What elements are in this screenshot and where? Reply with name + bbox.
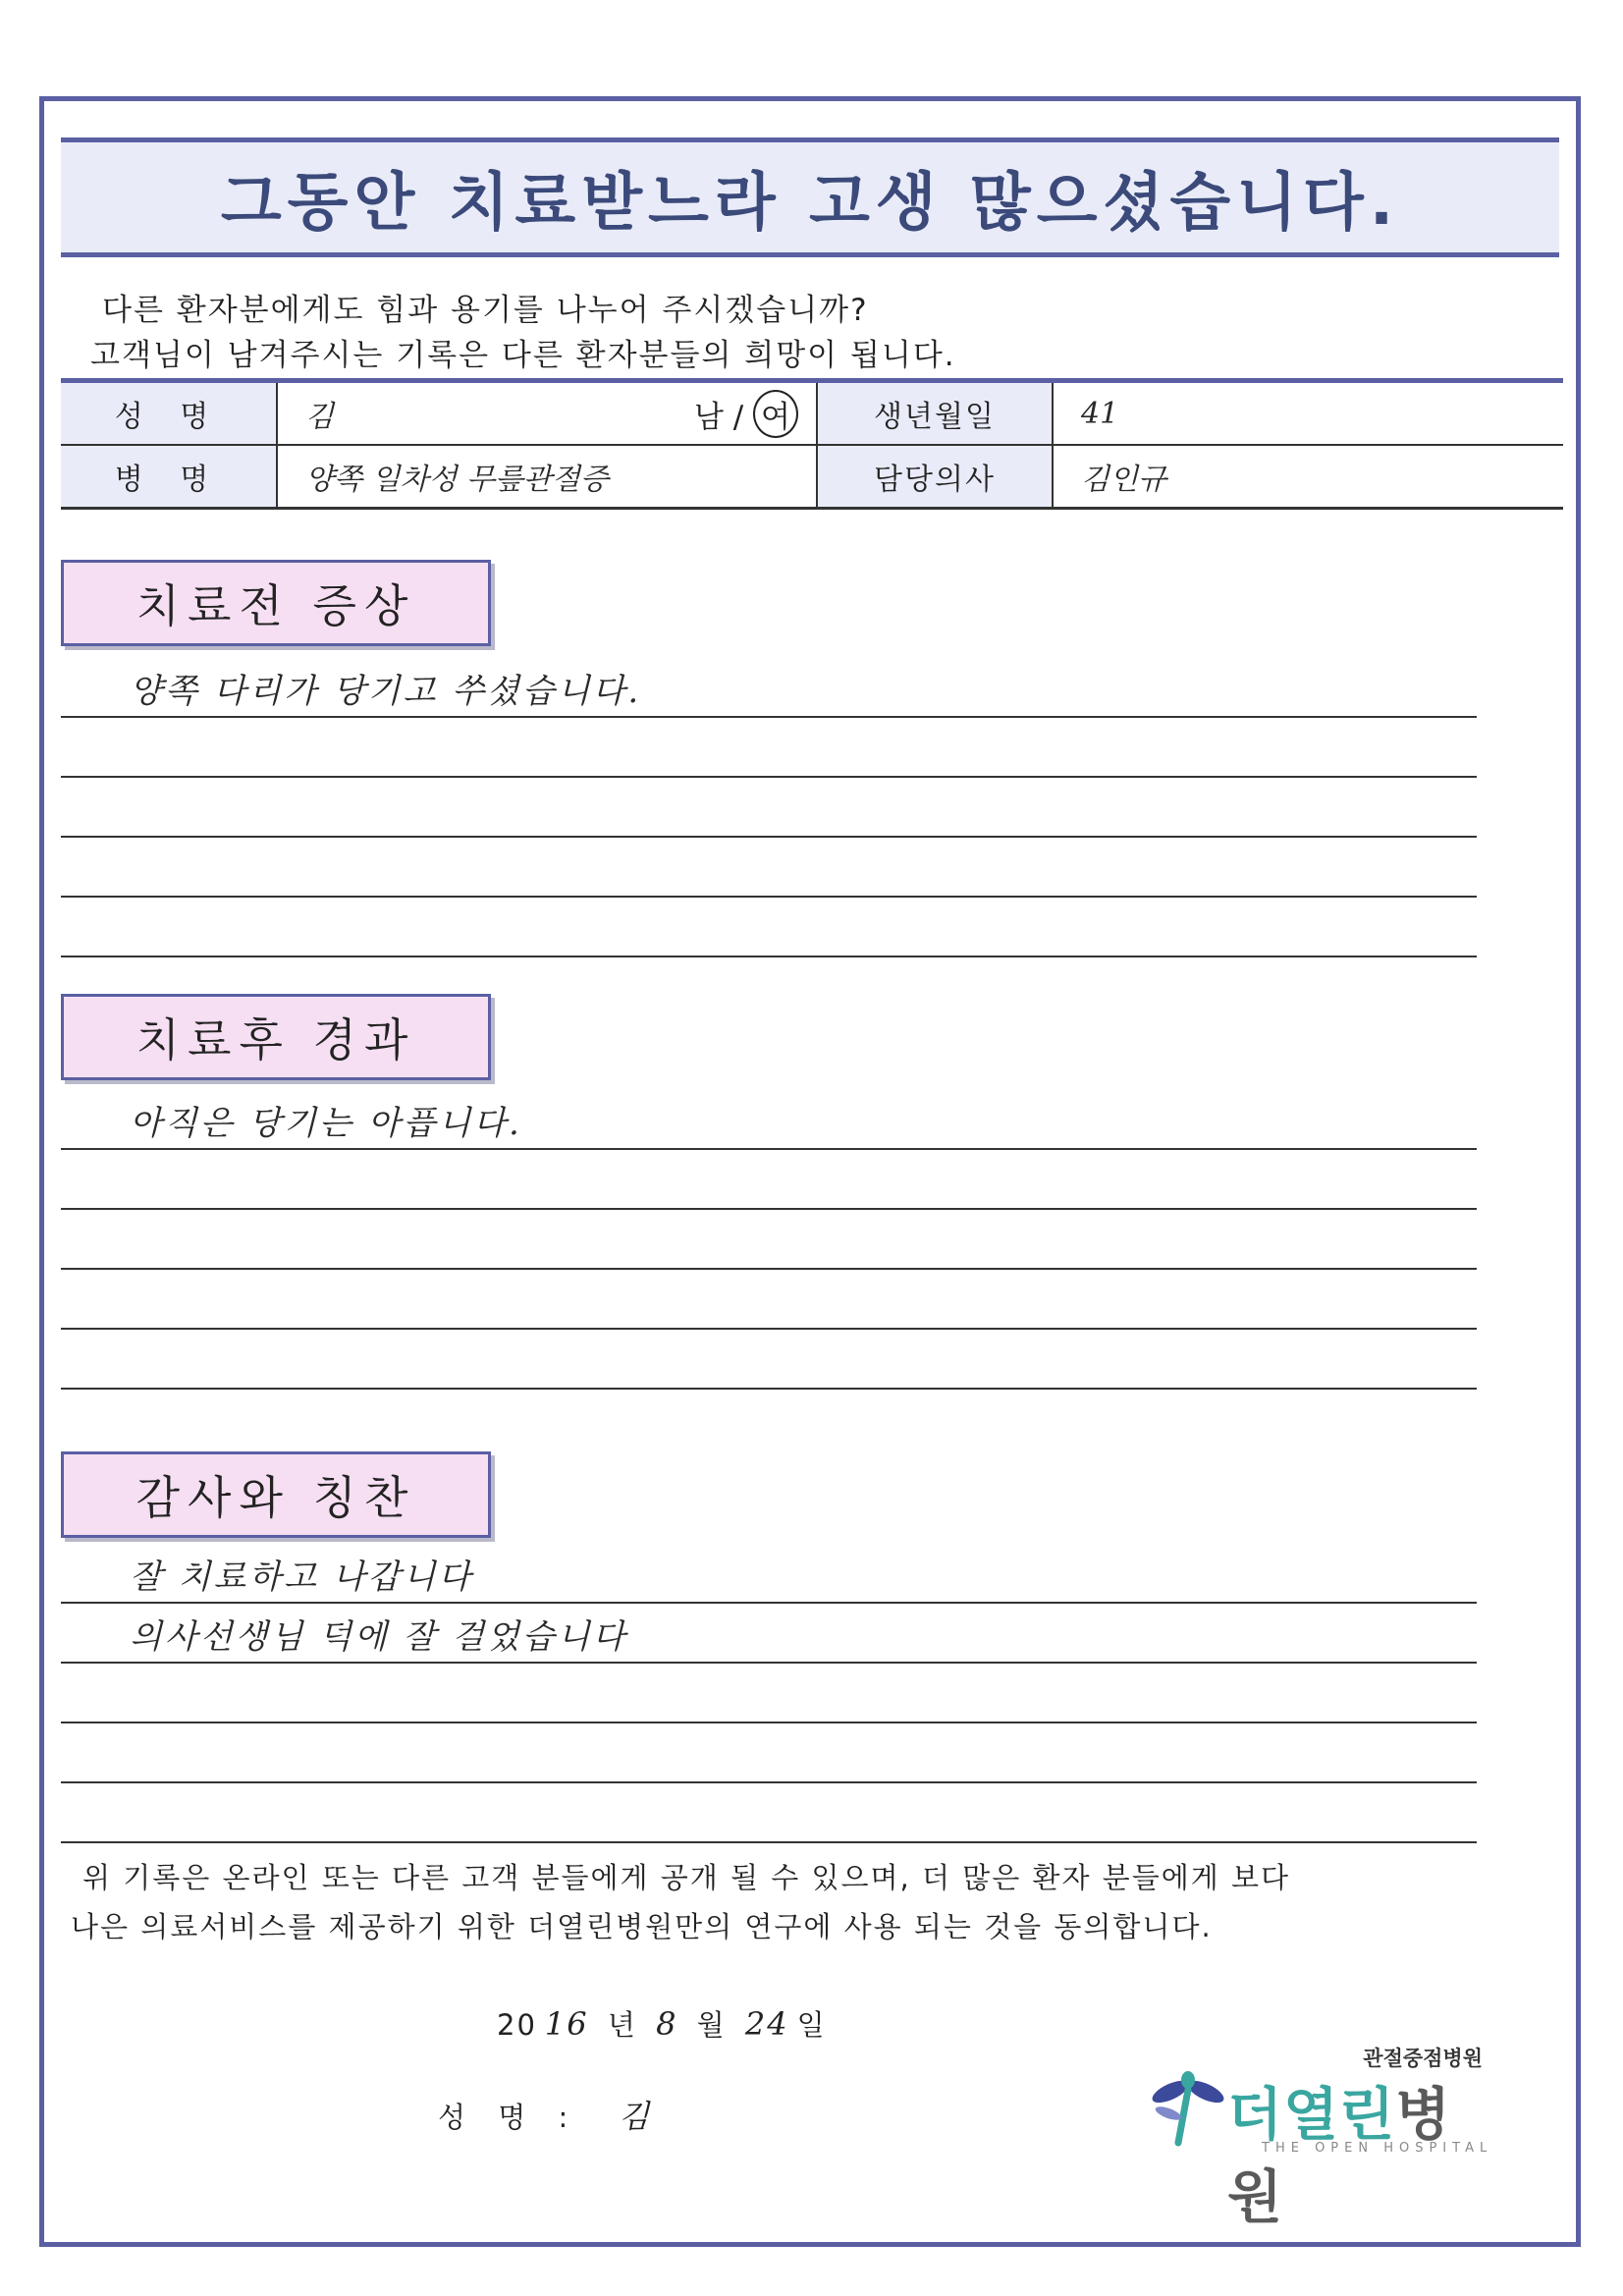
hospital-logo bbox=[1149, 2043, 1502, 2230]
date-field[interactable] bbox=[497, 2003, 827, 2044]
writing-line[interactable] bbox=[61, 1783, 1477, 1843]
writing-line[interactable] bbox=[61, 1150, 1477, 1210]
writing-line[interactable] bbox=[61, 898, 1477, 957]
birth-label: 생년월일 bbox=[817, 381, 1053, 446]
signature-label: 성 명 : bbox=[438, 2101, 580, 2134]
year-prefix: 20 bbox=[497, 2008, 537, 2042]
month-handwritten: 8 bbox=[656, 2005, 678, 2043]
intro-line-2: 고객님이 남겨주시는 기록은 다른 환자분들의 희망이 됩니다. bbox=[90, 338, 956, 373]
line-text: 아직은 당기는 아픕니다. bbox=[130, 1104, 522, 1143]
section-before-lines[interactable] bbox=[61, 658, 1477, 957]
writing-line[interactable] bbox=[61, 838, 1477, 898]
form-title: 그동안 치료받느라 고생 많으셨습니다. bbox=[220, 167, 1400, 240]
info-row-2 bbox=[61, 445, 1563, 509]
intro-line-1: 다른 환자분에게도 힘과 용기를 나누어 주시겠습니까? bbox=[102, 293, 869, 328]
name-value: 김 bbox=[305, 400, 334, 434]
signature-value: 김 bbox=[619, 2098, 650, 2135]
logo-english: THE OPEN HOSPITAL bbox=[1262, 2141, 1493, 2156]
gender-female-circled: 여 bbox=[753, 390, 798, 438]
section-thanks-heading: 감사와 칭찬 bbox=[61, 1451, 491, 1538]
day-handwritten: 24 bbox=[744, 2005, 789, 2043]
month-label: 월 bbox=[696, 2008, 727, 2042]
doctor-value[interactable]: 김인규 bbox=[1053, 445, 1563, 509]
gender-selector[interactable] bbox=[694, 390, 798, 438]
year-label: 년 bbox=[607, 2008, 637, 2042]
title-banner bbox=[61, 137, 1559, 257]
logo-name-part1: 더열린 bbox=[1227, 2081, 1396, 2148]
line-text: 의사선생님 덕에 잘 걸었습니다 bbox=[130, 1617, 628, 1657]
writing-line[interactable] bbox=[61, 1270, 1477, 1330]
info-row-1 bbox=[61, 381, 1563, 446]
day-label: 일 bbox=[796, 2008, 827, 2042]
logo-name-part2: 병원 bbox=[1227, 2081, 1452, 2230]
logo-subtitle: 관절중점병원 bbox=[1363, 2047, 1483, 2070]
gender-male: 남 / bbox=[693, 399, 744, 435]
signature-field[interactable] bbox=[438, 2092, 649, 2137]
section-after-heading: 치료후 경과 bbox=[61, 994, 491, 1080]
writing-line[interactable] bbox=[61, 1664, 1477, 1723]
writing-line[interactable] bbox=[61, 778, 1477, 838]
name-label: 성 명 bbox=[61, 381, 277, 446]
disease-label: 병 명 bbox=[61, 445, 277, 509]
line-text: 잘 치료하고 나갑니다 bbox=[130, 1558, 474, 1597]
writing-line[interactable] bbox=[61, 1210, 1477, 1270]
section-thanks-lines[interactable] bbox=[61, 1544, 1477, 1843]
writing-line[interactable] bbox=[61, 658, 1477, 718]
disease-value[interactable]: 양쪽 일차성 무릎관절증 bbox=[277, 445, 817, 509]
writing-line[interactable] bbox=[61, 718, 1477, 778]
writing-line[interactable] bbox=[61, 1544, 1477, 1604]
consent-line-2: 나은 의료서비스를 제공하기 위한 더열린병원만의 연구에 사용 되는 것을 동의합니다. bbox=[71, 1910, 1213, 1943]
section-before-heading: 치료전 증상 bbox=[61, 560, 491, 646]
patient-info-table bbox=[61, 378, 1563, 510]
writing-line[interactable] bbox=[61, 1090, 1477, 1150]
line-text: 양쪽 다리가 당기고 쑤셨습니다. bbox=[130, 672, 642, 711]
writing-line[interactable] bbox=[61, 1604, 1477, 1664]
writing-line[interactable] bbox=[61, 1723, 1477, 1783]
birth-value[interactable]: 41 bbox=[1053, 381, 1563, 446]
writing-line[interactable] bbox=[61, 1330, 1477, 1390]
name-cell[interactable] bbox=[277, 381, 817, 446]
year-handwritten: 16 bbox=[544, 2005, 589, 2043]
doctor-label: 담당의사 bbox=[817, 445, 1053, 509]
consent-line-1: 위 기록은 온라인 또는 다른 고객 분들에게 공개 될 수 있으며, 더 많은 환자 분들에게 보다 bbox=[82, 1861, 1290, 1894]
section-after-lines[interactable] bbox=[61, 1090, 1477, 1390]
dragonfly-icon bbox=[1149, 2064, 1227, 2153]
